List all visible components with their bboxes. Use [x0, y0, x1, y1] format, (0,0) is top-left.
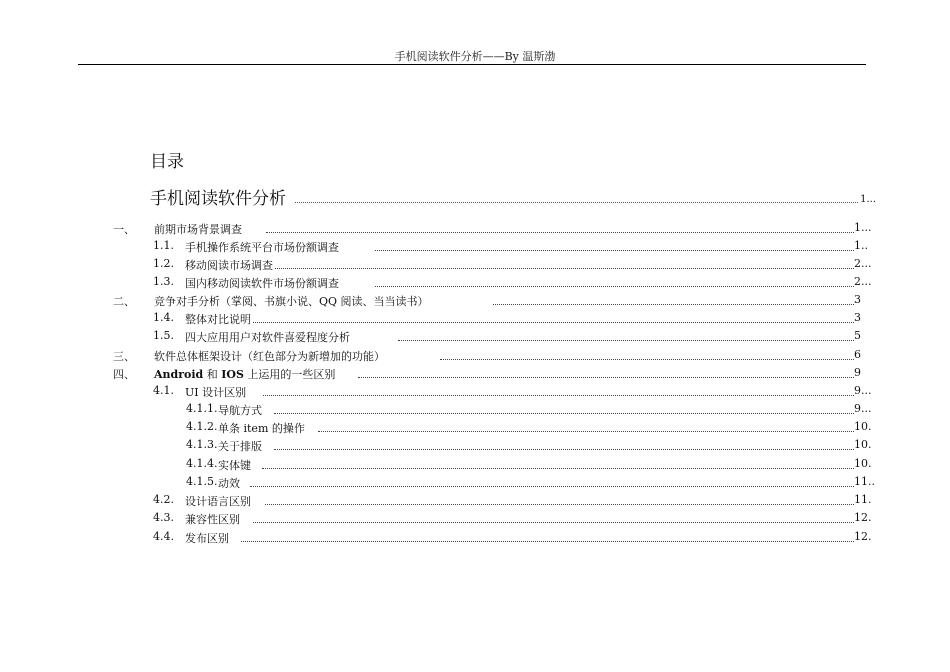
toc-entry-number: 4.1.5. — [186, 475, 218, 488]
toc-entry-number: 4.1.4. — [186, 457, 218, 470]
toc-entry-number: 1.3. — [153, 275, 174, 288]
toc-entry-1-5[interactable] — [153, 327, 876, 345]
toc-entry-4-4[interactable] — [153, 528, 876, 546]
toc-entry-label: 软件总体框架设计（红色部分为新增加的功能） — [154, 350, 385, 363]
toc-entry-label: UI 设计区别 — [185, 386, 247, 399]
toc-entry-page: 11.. — [854, 475, 875, 488]
toc-entry-4-3[interactable] — [153, 509, 876, 527]
toc-entry-page: 5 — [854, 329, 861, 342]
toc-entry-1-3[interactable] — [153, 273, 876, 291]
toc-entry-label: 国内移动阅读软件市场份额调查 — [185, 277, 339, 290]
toc-entry-number: 四、 — [113, 368, 135, 381]
toc-entry-4[interactable] — [113, 364, 876, 382]
toc-entry-leader — [358, 377, 854, 378]
toc-entry-number: 4.3. — [153, 511, 174, 524]
toc-entry-leader — [241, 541, 854, 542]
toc-entry-label-ios: IOS — [221, 368, 244, 381]
toc-entry-leader — [318, 431, 854, 432]
toc-entry-page: 2... — [854, 275, 872, 288]
toc-entry-leader — [266, 232, 854, 233]
toc-entry-leader — [275, 268, 854, 269]
toc-entry-page: 10. — [854, 438, 872, 451]
toc-entry-4-1-4[interactable] — [186, 455, 876, 473]
toc-entry-1-2[interactable] — [153, 255, 876, 273]
toc-entry-leader — [398, 340, 854, 341]
toc-entry-page: 9 — [854, 366, 861, 379]
toc-entry-page: 3 — [854, 293, 861, 306]
toc-entry-leader — [263, 395, 854, 396]
toc-entry-3[interactable] — [113, 346, 876, 364]
toc-entry-number: 4.1. — [153, 384, 174, 397]
toc-entry-leader — [253, 322, 854, 323]
toc-entry-leader — [375, 286, 854, 287]
toc-title-label: 手机阅读软件分析 — [150, 189, 286, 209]
toc-entry-label: 实体键 — [218, 459, 251, 472]
toc-entry-number: 二、 — [113, 295, 135, 308]
toc-entry-label: 手机操作系统平台市场份额调查 — [185, 241, 339, 254]
toc-entry-label: 竞争对手分析（掌阅、书旗小说、QQ 阅读、当当读书） — [154, 295, 429, 308]
toc-entry-number: 1.4. — [153, 311, 174, 324]
toc-entry-number: 4.1.1. — [186, 402, 218, 415]
toc-entry-label: 关于排版 — [218, 440, 262, 453]
toc-entry-page: 10. — [854, 420, 872, 433]
toc-entry-4-2[interactable] — [153, 491, 876, 509]
toc-entry-4-1-1[interactable] — [186, 400, 876, 418]
toc-entry-leader — [250, 486, 854, 487]
toc-entry-leader — [265, 504, 854, 505]
toc-entry-label-android: Android — [154, 368, 204, 381]
toc-entry-label: 四大应用用户对软件喜爱程度分析 — [185, 331, 350, 344]
toc-entry-number: 一、 — [113, 223, 135, 236]
toc-entry-label-rest: 上运用的一些区别 — [243, 368, 336, 381]
toc-entry-page: 12. — [854, 511, 872, 524]
toc-entry-label — [154, 366, 335, 382]
toc-title-page: 1... — [860, 194, 876, 205]
toc-entry-number: 三、 — [113, 350, 135, 363]
toc-entry-leader — [274, 449, 854, 450]
toc-entry-label: 兼容性区别 — [185, 513, 240, 526]
toc-entry-page: 9... — [854, 402, 872, 415]
toc-entry-2[interactable] — [113, 291, 876, 309]
toc-entry-label: 发布区别 — [185, 532, 229, 545]
toc-entry-page: 3 — [854, 311, 861, 324]
toc-entry-leader — [493, 304, 854, 305]
toc-entry-number: 1.2. — [153, 257, 174, 270]
toc-entry-label-and: 和 — [203, 368, 222, 381]
toc-entry-4-1-2[interactable] — [186, 418, 876, 436]
toc-entry-4-1-5[interactable] — [186, 473, 876, 491]
toc-entry-label: 前期市场背景调查 — [154, 223, 242, 236]
toc-entry-page: 1... — [854, 221, 872, 234]
toc-entry-1[interactable] — [113, 219, 876, 237]
toc-entry-label: 导航方式 — [218, 404, 262, 417]
toc-entry-label: 动效 — [218, 477, 240, 490]
toc-entry-number: 4.1.2. — [186, 420, 218, 433]
toc-entry-page: 11. — [854, 493, 872, 506]
toc-entry-label: 设计语言区别 — [185, 495, 251, 508]
toc-entry-label: 整体对比说明 — [185, 313, 251, 326]
header-rule — [78, 64, 866, 65]
toc-entry-leader — [440, 359, 854, 360]
page-header: 手机阅读软件分析——By 温斯渤 — [394, 50, 556, 63]
toc-entry-page: 2... — [854, 257, 872, 270]
toc-entry-page: 9... — [854, 384, 872, 397]
toc-entry-number: 1.1. — [153, 239, 174, 252]
toc-entry-page: 6 — [854, 348, 861, 361]
toc-entry-page: 1.. — [854, 239, 868, 252]
toc-entry-4-1[interactable] — [153, 382, 876, 400]
toc-entry-number: 4.2. — [153, 493, 174, 506]
toc-entry-number: 1.5. — [153, 329, 174, 342]
toc-entry-leader — [274, 413, 854, 414]
toc-entry-label: 移动阅读市场调查 — [185, 259, 273, 272]
toc-entry-4-1-3[interactable] — [186, 436, 876, 454]
toc-title-leader — [295, 202, 858, 203]
toc-entry-number: 4.1.3. — [186, 438, 218, 451]
toc-entry-leader — [253, 522, 854, 523]
toc-entry-number: 4.4. — [153, 530, 174, 543]
toc-entry-1-1[interactable] — [153, 237, 876, 255]
toc-entry-leader — [375, 250, 854, 251]
toc-entry-leader — [262, 468, 854, 469]
toc-title-entry[interactable] — [150, 184, 876, 209]
toc-entry-page: 10. — [854, 457, 872, 470]
toc-entry-1-4[interactable] — [153, 309, 876, 327]
toc-entry-page: 12. — [854, 530, 872, 543]
toc-heading: 目录 — [150, 152, 184, 172]
toc-entry-label: 单条 item 的操作 — [218, 422, 305, 435]
